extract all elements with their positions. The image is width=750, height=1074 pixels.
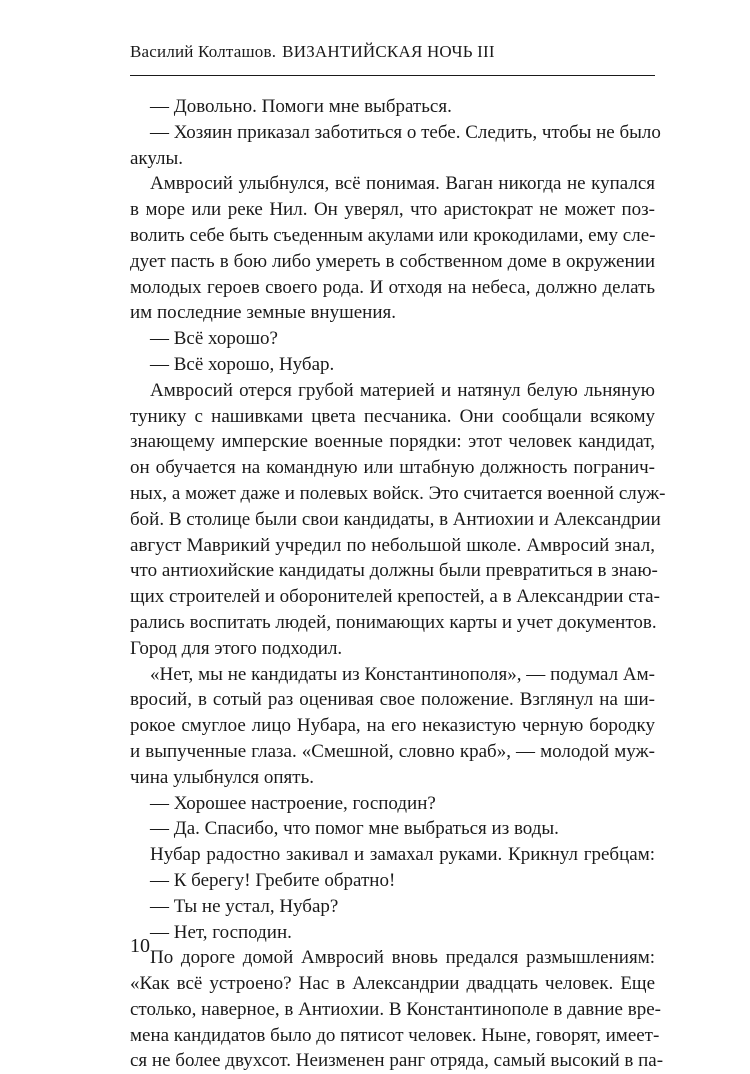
text-line: Нубар радостно закивал и замахал руками. Крикнул гребцам: — [150, 844, 655, 866]
text-line: «Как всё устроено? Нас в Александрии двадцать человек. Еще — [130, 973, 655, 995]
text-line: им последние земные внушения. — [130, 302, 396, 324]
text-line: — Хорошее настроение, господин? — [150, 792, 436, 814]
header-rule — [130, 75, 655, 76]
text-line: акулы. — [130, 147, 184, 169]
text-line: — Всё хорошо? — [150, 328, 278, 350]
text-line: он обучается на командную или штабную должность погранич- — [130, 457, 655, 479]
text-line: По дороге домой Амвросий вновь предался размышлениям: — [150, 947, 655, 969]
text-line: щих строителей и оборонителей крепостей, а в Александрии ста- — [130, 586, 660, 608]
text-line: мена кандидатов было до пятисот человек. Ныне, говорят, имеет- — [130, 1024, 660, 1046]
header-title: ВИЗАНТИЙСКАЯ НОЧЬ III — [282, 42, 495, 61]
text-line: рокое смуглое лицо Нубара, на его неказистую черную бородку — [130, 715, 655, 737]
text-line: знающему имперские военные порядки: этот человек кандидат, — [130, 431, 655, 453]
text-line: август Маврикий учредил по небольшой школе. Амвросий знал, — [130, 534, 655, 556]
text-line: Амвросий отерся грубой материей и натянул белую льняную — [150, 379, 655, 401]
text-line: ных, а может даже и полевых войск. Это считается военной служ- — [130, 482, 666, 504]
text-line: в море или реке Нил. Он уверял, что аристократ не может поз- — [130, 199, 655, 221]
text-line: — Всё хорошо, Нубар. — [150, 353, 335, 375]
page-number: 10 — [130, 935, 150, 957]
text-line: тунику с нашивками цвета песчаника. Они сообщали всякому — [130, 405, 655, 427]
text-line: волить себе быть съеденным акулами или крокодилами, ему сле- — [130, 224, 656, 246]
text-line: ся не более двухсот. Неизменен ранг отряда, самый высокий в па- — [130, 1050, 664, 1072]
text-line: — Довольно. Помоги мне выбраться. — [150, 96, 452, 117]
text-line: чина улыбнулся опять. — [130, 766, 315, 788]
text-line: что антиохийские кандидаты должны были превратиться в знаю- — [130, 560, 658, 582]
text-line: — Ты не устал, Нубар? — [150, 895, 339, 917]
text-line: — Да. Спасибо, что помог мне выбраться из воды. — [150, 818, 559, 840]
text-line: бой. В столице были свои кандидаты, в Антиохии и Александрии — [130, 508, 661, 530]
text-line: — К берегу! Гребите обратно! — [150, 869, 396, 891]
text-line: «Нет, мы не кандидаты из Константинополя», — подумал Ам- — [150, 663, 655, 685]
text-line: Амвросий улыбнулся, всё понимая. Ваган никогда не купался — [150, 173, 655, 195]
text-line: дует пасть в бою либо умереть в собственном доме в окружении — [130, 250, 655, 272]
text-line: и выпученные глаза. «Смешной, словно краб», — молодой муж- — [130, 740, 655, 762]
text-line: Город для этого подходил. — [130, 637, 343, 659]
text-line: — Нет, господин. — [150, 921, 292, 943]
text-line: рались воспитать людей, понимающих карты и учет документов. — [130, 611, 657, 633]
text-line: столько, наверное, в Антиохии. В Константинополе в давние вре- — [130, 998, 661, 1020]
text-line: вросий, в сотый раз оценивая свое положение. Взглянул на ши- — [130, 689, 655, 711]
header-author: Василий Колташов. — [130, 42, 277, 61]
running-header — [130, 42, 660, 62]
text-line: — Хозяин приказал заботиться о тебе. Следить, чтобы не было — [150, 121, 661, 143]
text-line: молодых героев своего рода. И отходя на небеса, должно делать — [130, 276, 655, 298]
body-text — [130, 94, 666, 1074]
